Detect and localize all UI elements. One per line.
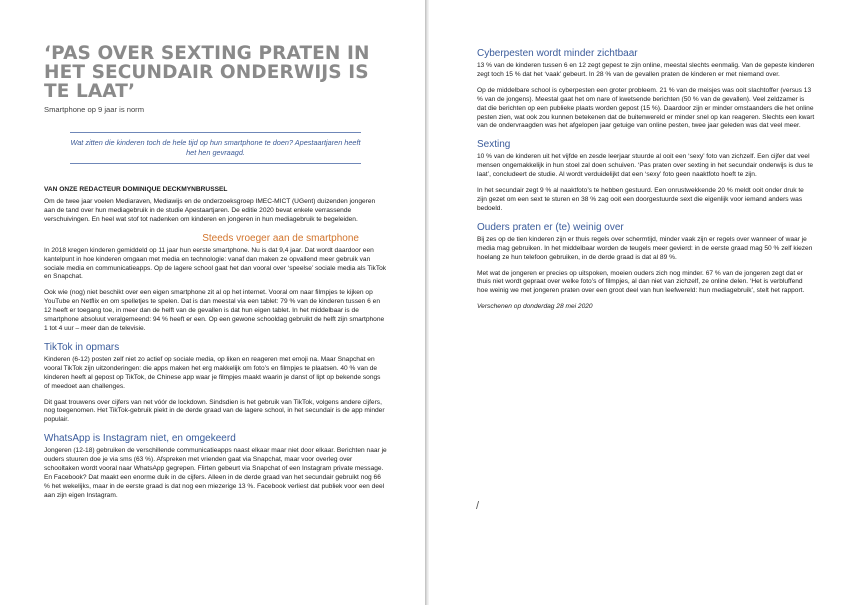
section-heading: Sexting bbox=[477, 139, 511, 151]
paragraph: Kinderen (6-12) posten zelf niet zo actief op sociale media, op liken en reageren met emoji na. Maar Snapchat en vooral TikTok zijn uitzonderingen: die apps maken het erg makkelijk om foto’s en filmpjes te plaatsen. 40 % van de kinderen heeft al gepost op TikTok, de Chinese app waar je filmpjes maakt waarin je danst of lipt op bekende songs of meedoet aan challenges. bbox=[44, 355, 381, 390]
paragraph: In het secundair zegt 9 % al naaktfoto’s te hebben gestuurd. Een onrustwekkende 20 % meldt ooit onder druk te zijn gezet om een sext te sturen en 38 % zag ooit een doorgestuurde sext die eigenlijk voor iemand anders was bedoeld. bbox=[477, 187, 804, 212]
text-cursor: / bbox=[476, 500, 480, 512]
paragraph: Bij zes op de tien kinderen zijn er thuis regels over schermtijd, minder vaak zijn er regels over wanneer of waar je media mag gebruiken. In het middelbaar worden de teugels meer gevierd: in de eerste graad mag 50 % zelf kiezen hoelang ze hun telefoon gebruiken, in de derde graad is dat al 89 %. bbox=[477, 235, 813, 261]
section-heading: WhatsApp is Instagram niet, en omgekeerd bbox=[44, 433, 236, 445]
left-page bbox=[0, 0, 425, 605]
section-heading: Ouders praten er (te) weinig over bbox=[477, 221, 624, 233]
pull-quote: Wat zitten die kinderen toch de hele tijd op hun smartphone te doen? Apestaartjaren heeft het hen gevraagd. bbox=[70, 132, 361, 164]
article-subtitle: Smartphone op 9 jaar is norm bbox=[44, 105, 145, 114]
paragraph: Ook wie (nog) niet beschikt over een eigen smartphone zit al op het internet. Vooral om naar filmpjes te kijken op YouTube en Netflix en om spelletjes te spelen. Dat is dan meestal via een tablet: 79 % van de kinderen tussen 6 en 12 heeft er toegang toe, in meer dan de helft van de gevallen is dat hun eigen tablet. In het middelbaar is de smartphone absoluut veralgemeend: 94 % heeft er een. Op een gewone schooldag gebruikt de helft zijn smartphone 1 tot 4 uur – meer dan de televisie. bbox=[44, 289, 385, 332]
right-page bbox=[429, 0, 855, 605]
paragraph: Op de middelbare school is cyberpesten een groter probleem. 21 % van de meisjes was ooit slachtoffer (versus 13 % van de jongens). Meestal gaat het om nare of kwetsende berichten (50 % van de gevallen). Veel zeldzamer is dat die berichten op een publieke plaats worden gepost (15 %). Daardoor zijn er minder omstaanders die het online pesten zien, wat ook zou kunnen betekenen dat de buitenwereld er minder snel op kan reageren. Slechts een kwart van de ondervraagden was het afgelopen jaar getuige van online pesten, twee jaar geleden was dat veel meer. bbox=[477, 86, 815, 130]
section-heading: Cyberpesten wordt minder zichtbaar bbox=[477, 48, 638, 59]
paragraph: In 2018 kregen kinderen gemiddeld op 11 jaar hun eerste smartphone. Nu is dat 9,4 jaar. Dat wordt daardoor een kantelpunt in hoe kinderen omgaan met media en technologie: vanaf dan maken ze opvallend meer gebruik van sociale media en communicatieapps. Op de lagere school gaat het dan vooral over ‘speelse’ sociale media als TikTok en Snapchat. bbox=[44, 246, 387, 281]
paragraph: Jongeren (12-18) gebruiken de verschillende communicatieapps naast elkaar maar niet door elkaar. Berichten naar je ouders stuuren doe je via sms (63 %). Afspreken met vrienden gaat via Snapchat, maar voor overleg over schooltaken wordt vooral naar WhatsApp gegrepen. Flirten gebeurt via Snapchat of een Instagram private message. En Facebook? Dat maakt een enorme duik in de cijfers. Alleen in de derde graad van het secundair gebruikt nog 66 % het wekelijks, maar in de eerste graad is dat nog een miezerige 13 %. Facebook verliest dat publiek voor een deel aan zijn eigen Instagram. bbox=[44, 447, 387, 499]
paragraph: 10 % van de kinderen uit het vijfde en zesde leerjaar stuurde al ooit een ‘sexy’ foto van zichzelf. Een cijfer dat veel mensen ongemakkelijk in hun stoel zal doen schuiven. ‘Pas praten over sexting in het secundair onderwijs is dus te laat’, concludeert de studie. Al wordt verduidelijkt dat een ‘sexy’ foto geen naaktfoto hoeft te zijn. bbox=[477, 153, 814, 179]
paragraph: Dit gaat trouwens over cijfers van net vóór de lockdown. Sindsdien is het gebruik van TikTok, volgens andere cijfers, nog toegenomen. Het TikTok-gebruik piekt in de derde graad van de lagere school, in het secundair is de app minder populair. bbox=[44, 398, 385, 424]
section-heading: Steeds vroeger aan de smartphone bbox=[202, 232, 359, 244]
byline: VAN ONZE REDACTEUR DOMINIQUE DECKMYNBRUSSEL bbox=[44, 186, 228, 193]
article-title: ‘PAS OVER SEXTING PRATEN IN HET SECUNDAIR ONDERWIJS IS TE LAAT’ bbox=[44, 43, 370, 102]
intro-paragraph: Om de twee jaar voelen Mediaraven, Mediawijs en de onderzoeksgroep IMEC-MICT (UGent) duizenden jongeren aan de tand over hun mediagebruik in de studie Apestaartjaren. De editie 2020 bevat enkele verrassende verschuivingen. En heel wat stof tot nadenken om kinderen en jongeren in hun mediagebruik te begeleiden. bbox=[44, 198, 376, 223]
paragraph: 13 % van de kinderen tussen 6 en 12 zegt gepest te zijn online, meestal slechts eenmalig. Van de gepeste kinderen zegt toch 15 % dat het ‘vaak’ gebeurt. In 28 % van de gevallen praten de kinderen er met niemand over. bbox=[477, 62, 815, 78]
publication-date: Verschenen op donderdag 28 mei 2020 bbox=[477, 303, 593, 311]
paragraph: Met wat de jongeren er precies op uitspoken, moeien ouders zich nog minder. 67 % van de jongeren zegt dat er thuis niet wordt gepraat over welke foto’s of filmpjes, al dan niet van zichzelf, ze online delen. ‘Het is verbluffend hoe weinig we met jongeren praten over een groot deel van hun leefwereld: hun mediagebruik’, stelt het rapport. bbox=[477, 269, 805, 295]
section-heading: TikTok in opmars bbox=[44, 341, 120, 353]
